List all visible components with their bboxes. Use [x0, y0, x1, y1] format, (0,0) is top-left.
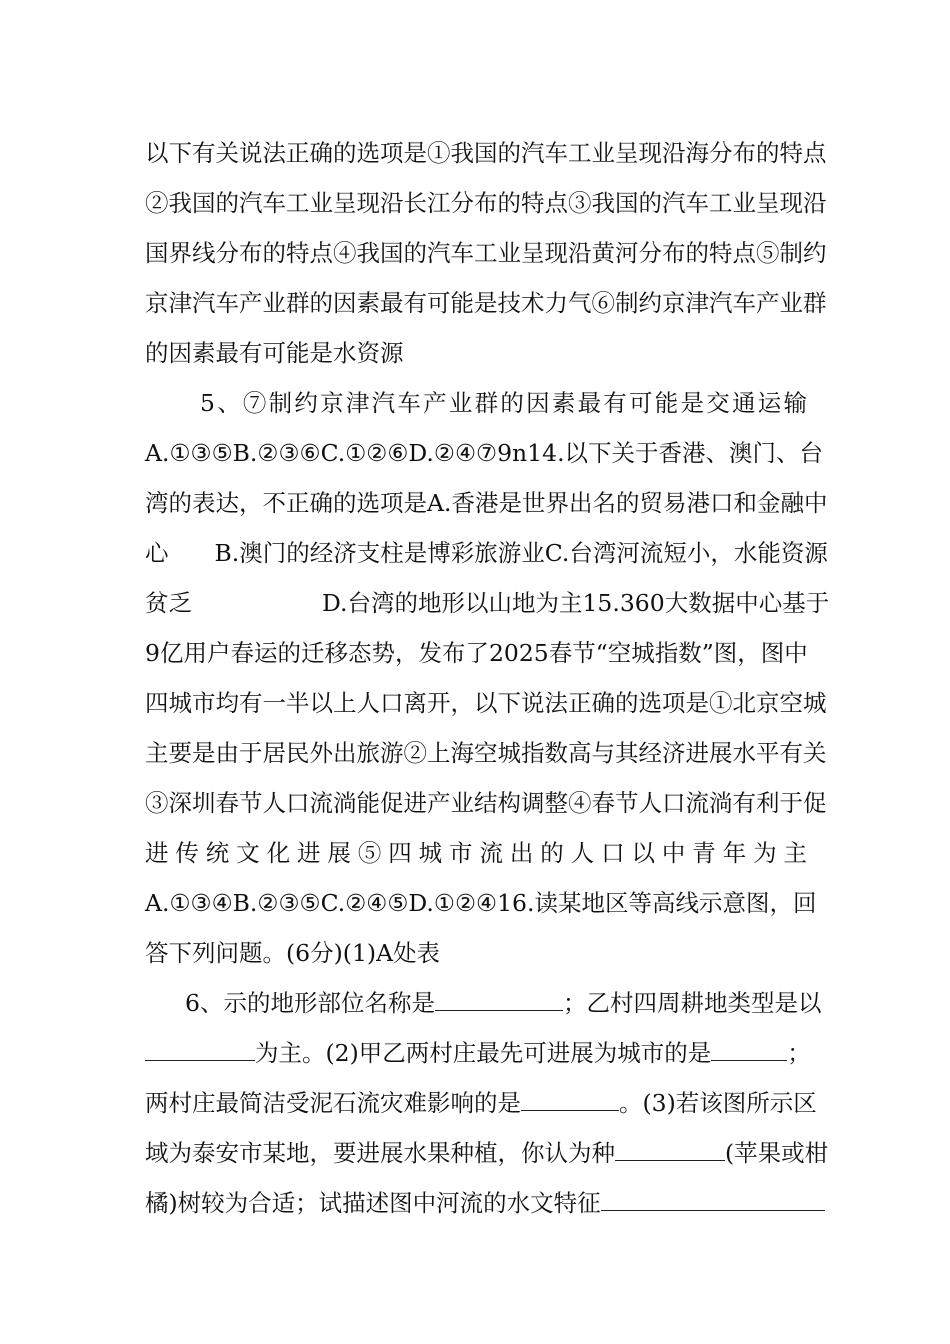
answer-blank[interactable] — [435, 986, 563, 1011]
answer-blank[interactable] — [145, 1036, 255, 1061]
text-segment: (苹果或柑 — [725, 1139, 829, 1167]
text-segment: 6、示的地形部位名称是 — [185, 989, 435, 1017]
text-segment: 为主。(2)甲乙两村庄最先可进展为城市的是 — [255, 1039, 712, 1067]
text-line-13: 主要是由于居民外出旅游②上海空城指数高与其经济进展水平有关 — [145, 739, 827, 767]
text-line-19 — [145, 1036, 811, 1070]
text-line-16: A.①③④B.②③⑤C.②④⑤D.①②④16.读某地区等高线示意图，回 — [145, 889, 817, 917]
text-line-5: 的因素最有可能是水资源 — [145, 339, 404, 367]
text-line-8: 湾的表达，不正确的选项是A.香港是世界出名的贸易港口和金融中 — [145, 489, 828, 517]
question-6-line — [185, 986, 822, 1020]
text-line-11: 9亿用户春运的迁移态势，发布了2025春节“空城指数”图，图中 — [145, 639, 808, 667]
text-line-3: 国界线分布的特点④我国的汽车工业呈现沿黄河分布的特点⑤制约 — [145, 239, 827, 267]
text-segment: 两村庄最简洁受泥石流灾难影响的是 — [145, 1089, 521, 1117]
text-segment: 。(3)若该图所示区 — [619, 1089, 817, 1117]
text-line-7: A.①③⑤B.②③⑥C.①②⑥D.②④⑦9n14.以下关于香港、澳门、台 — [145, 439, 824, 467]
question-5-line: 5、⑦制约京津汽车产业群的因素最有可能是交通运输 — [200, 389, 807, 417]
text-segment: 心 — [145, 539, 169, 567]
text-segment: D.台湾的地形以山地为主15.360大数据中心基于 — [322, 589, 830, 617]
answer-blank[interactable] — [521, 1086, 619, 1111]
text-segment: 域为泰安市某地，要进展水果种植，你认为种 — [145, 1139, 615, 1167]
text-segment: B.澳门的经济支柱是博彩旅游业C.台湾河流短小，水能资源 — [214, 539, 828, 567]
text-line-17: 答下列问题。(6分)(1)A处表 — [145, 939, 441, 967]
text-line-1: 以下有关说法正确的选项是①我国的汽车工业呈现沿海分布的特点 — [145, 139, 827, 167]
answer-blank[interactable] — [711, 1036, 787, 1061]
text-segment: 橘)树较为合适；试描述图中河流的水文特征 — [145, 1189, 601, 1217]
answer-blank[interactable] — [615, 1136, 725, 1161]
text-line-22 — [145, 1186, 807, 1220]
text-line-15: 进传统文化进展⑤四城市流出的人口以中青年为主 — [145, 839, 807, 867]
text-line-4: 京津汽车产业群的因素最有可能是技术力气⑥制约京津汽车产业群 — [145, 289, 827, 317]
answer-blank[interactable] — [601, 1186, 825, 1211]
text-segment: ； — [787, 1039, 811, 1067]
text-line-9 — [145, 536, 828, 570]
text-line-10 — [145, 586, 830, 620]
text-line-20 — [145, 1086, 817, 1120]
text-segment: ；乙村四周耕地类型是以 — [562, 989, 822, 1017]
text-line-2: ②我国的汽车工业呈现沿长江分布的特点③我国的汽车工业呈现沿 — [145, 189, 827, 217]
text-line-21 — [145, 1136, 829, 1170]
text-segment: 贫乏 — [145, 589, 192, 617]
text-line-12: 四城市均有一半以上人口离开，以下说法正确的选项是①北京空城 — [145, 689, 827, 717]
text-line-14: ③深圳春节人口流淌能促进产业结构调整④春节人口流淌有利于促 — [145, 789, 827, 817]
